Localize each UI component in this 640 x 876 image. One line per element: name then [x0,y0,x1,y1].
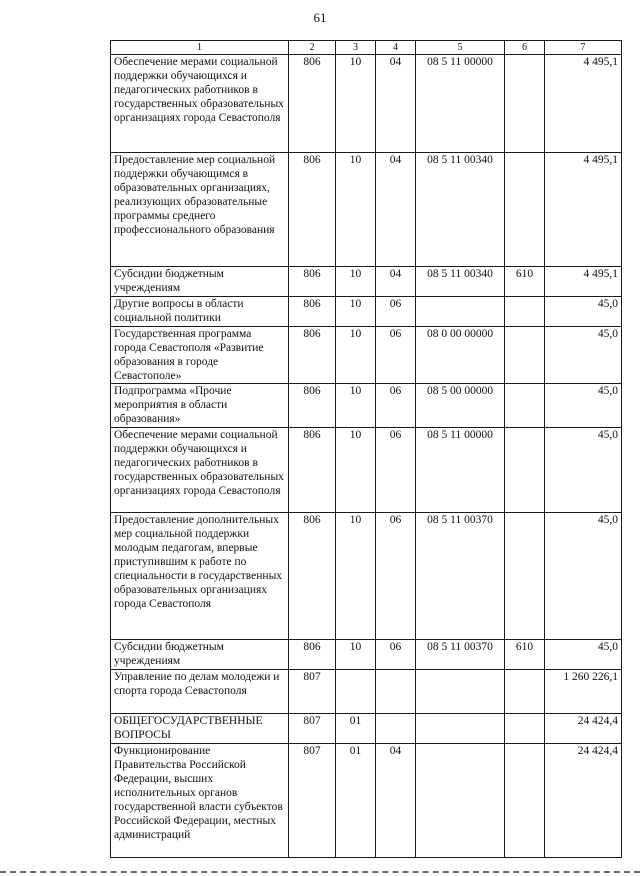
header-col-1: 1 [111,41,289,55]
row-sum: 45,0 [545,428,622,513]
row-name: Субсидии бюджетным учреждениям [111,267,289,297]
row-sum: 24 424,4 [545,714,622,744]
row-pr: 04 [376,744,416,858]
table-row [111,714,622,744]
row-gr: 806 [289,55,336,153]
table-row [111,384,622,428]
row-sum: 45,0 [545,640,622,670]
row-vr [505,153,545,267]
row-gr: 806 [289,428,336,513]
row-vr [505,428,545,513]
header-row [111,41,622,55]
row-csr: 08 5 11 00370 [416,513,505,640]
table-row [111,327,622,384]
row-pr: 06 [376,327,416,384]
row-rz: 10 [336,428,376,513]
row-rz: 01 [336,714,376,744]
row-csr [416,670,505,714]
row-name: Государственная программа города Севастополя «Развитие образования в городе Севастополе» [111,327,289,384]
page-number: 61 [313,10,327,25]
row-rz: 10 [336,513,376,640]
row-vr: 610 [505,267,545,297]
table-row [111,744,622,858]
row-sum: 1 260 226,1 [545,670,622,714]
row-gr: 806 [289,327,336,384]
row-vr [505,513,545,640]
row-vr [505,714,545,744]
row-sum: 4 495,1 [545,55,622,153]
row-csr: 08 5 11 00340 [416,267,505,297]
row-pr: 04 [376,267,416,297]
row-pr: 06 [376,384,416,428]
row-rz: 01 [336,744,376,858]
table-row [111,670,622,714]
row-name: Другие вопросы в области социальной политики [111,297,289,327]
row-name: Обеспечение мерами социальной поддержки обучающихся и педагогических работников в государственных образовательных организациях города Севастополя [111,55,289,153]
row-pr: 06 [376,640,416,670]
row-gr: 806 [289,153,336,267]
row-pr: 04 [376,153,416,267]
row-sum: 45,0 [545,513,622,640]
table-row [111,55,622,153]
row-sum: 4 495,1 [545,267,622,297]
row-pr: 06 [376,297,416,327]
header-col-2: 2 [289,41,336,55]
row-vr [505,744,545,858]
row-csr: 08 5 00 00000 [416,384,505,428]
row-csr: 08 5 11 00000 [416,428,505,513]
row-vr [505,327,545,384]
row-name: Функционирование Правительства Российской Федерации, высших исполнительных органов государственной власти субъектов Российской Федерации, местных администраций [111,744,289,858]
row-gr: 806 [289,297,336,327]
row-name: Подпрограмма «Прочие мероприятия в области образования» [111,384,289,428]
row-name: Предоставление мер социальной поддержки обучающимся в образовательных организациях, реализующих образовательные программы среднего профессионального образования [111,153,289,267]
row-vr [505,670,545,714]
row-vr: 610 [505,640,545,670]
table-row [111,267,622,297]
budget-table [110,40,622,858]
row-vr [505,55,545,153]
row-gr: 806 [289,640,336,670]
row-gr: 807 [289,744,336,858]
row-name: Предоставление дополнительных мер социальной поддержки молодым педагогам, впервые приступившим к работе по специальности в государственных образовательных организациях города Севастополя [111,513,289,640]
row-pr [376,670,416,714]
row-sum: 45,0 [545,297,622,327]
row-rz: 10 [336,297,376,327]
header-col-7: 7 [545,41,622,55]
row-pr: 04 [376,55,416,153]
table-row [111,640,622,670]
row-csr [416,297,505,327]
table-row [111,428,622,513]
row-pr: 06 [376,513,416,640]
row-rz [336,670,376,714]
header-col-5: 5 [416,41,505,55]
header-col-3: 3 [336,41,376,55]
row-rz: 10 [336,384,376,428]
row-name: Обеспечение мерами социальной поддержки обучающихся и педагогических работников в государственных образовательных организациях города Севастополя [111,428,289,513]
row-name: ОБЩЕГОСУДАРСТВЕННЫЕ ВОПРОСЫ [111,714,289,744]
row-csr: 08 0 00 00000 [416,327,505,384]
page-bottom-edge [0,871,640,873]
row-gr: 806 [289,513,336,640]
row-vr [505,297,545,327]
row-name: Управление по делам молодежи и спорта города Севастополя [111,670,289,714]
row-name: Субсидии бюджетным учреждениям [111,640,289,670]
table-row [111,513,622,640]
row-sum: 45,0 [545,327,622,384]
row-rz: 10 [336,640,376,670]
row-csr: 08 5 11 00370 [416,640,505,670]
row-sum: 45,0 [545,384,622,428]
table-row [111,153,622,267]
row-vr [505,384,545,428]
row-rz: 10 [336,153,376,267]
row-csr: 08 5 11 00340 [416,153,505,267]
row-gr: 807 [289,670,336,714]
row-gr: 806 [289,384,336,428]
row-sum: 24 424,4 [545,744,622,858]
row-csr [416,714,505,744]
row-sum: 4 495,1 [545,153,622,267]
row-rz: 10 [336,267,376,297]
table-row [111,297,622,327]
header-col-4: 4 [376,41,416,55]
row-rz: 10 [336,327,376,384]
row-rz: 10 [336,55,376,153]
row-csr [416,744,505,858]
header-col-6: 6 [505,41,545,55]
row-pr: 06 [376,428,416,513]
row-gr: 807 [289,714,336,744]
row-csr: 08 5 11 00000 [416,55,505,153]
row-gr: 806 [289,267,336,297]
row-pr [376,714,416,744]
